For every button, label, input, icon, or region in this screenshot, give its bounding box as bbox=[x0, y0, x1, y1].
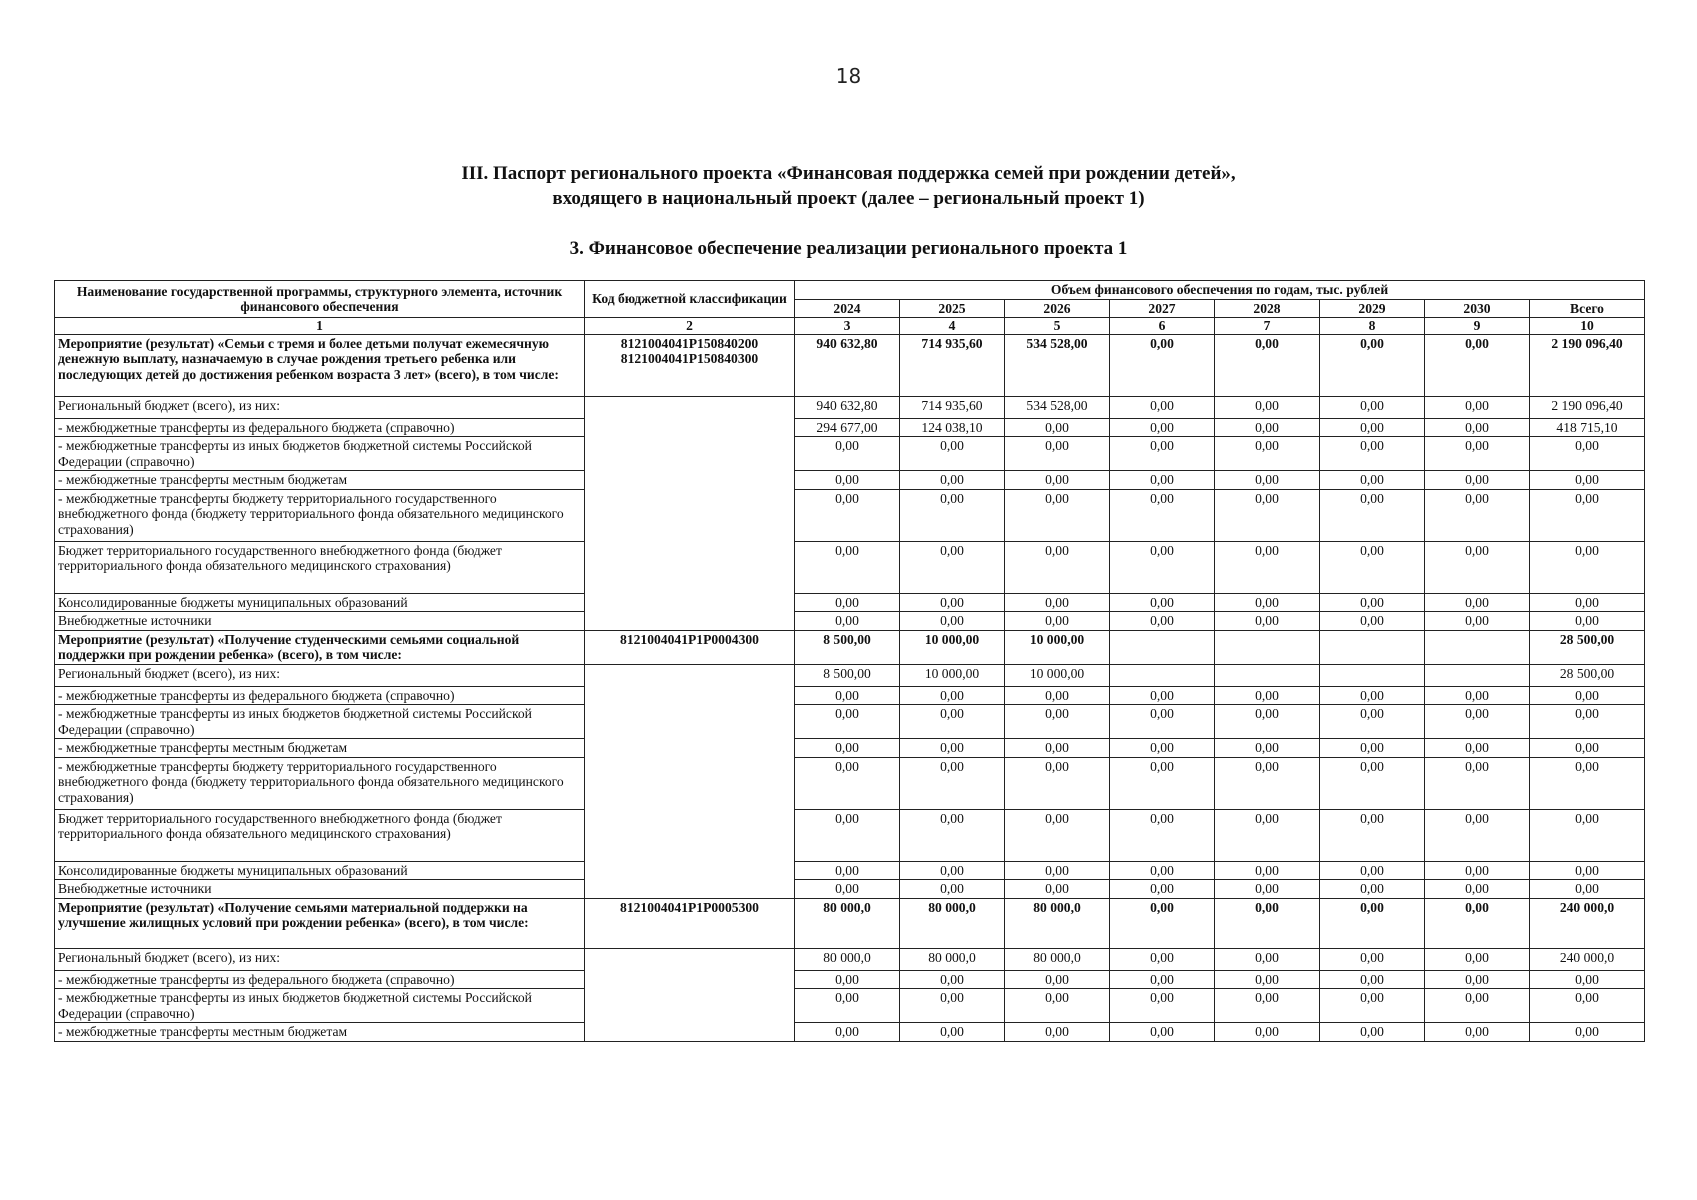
year-value-cell: 8 500,00 bbox=[795, 664, 900, 686]
year-value-cell: 294 677,00 bbox=[795, 418, 900, 437]
year-value-cell: 0,00 bbox=[795, 970, 900, 989]
section-subtitle: 3. Финансовое обеспечение реализации регионального проекта 1 bbox=[569, 238, 1128, 259]
year-header: 2030 bbox=[1425, 299, 1530, 318]
year-value-cell: 0,00 bbox=[1215, 334, 1320, 396]
year-header: 2025 bbox=[900, 299, 1005, 318]
year-value-cell: 0,00 bbox=[1215, 396, 1320, 418]
year-value-cell: 0,00 bbox=[900, 739, 1005, 758]
year-value-cell: 0,00 bbox=[1320, 948, 1425, 970]
year-value-cell: 0,00 bbox=[1320, 396, 1425, 418]
year-value-cell: 0,00 bbox=[1215, 418, 1320, 437]
year-value-cell: 0,00 bbox=[795, 989, 900, 1023]
table-row bbox=[55, 809, 1645, 861]
column-number: 9 bbox=[1425, 318, 1530, 335]
row-name-cell: - межбюджетные трансферты местным бюджетам bbox=[55, 1023, 585, 1042]
year-value-cell: 0,00 bbox=[1110, 757, 1215, 809]
year-value-cell: 0,00 bbox=[1005, 970, 1110, 989]
year-value-cell: 0,00 bbox=[1110, 593, 1215, 612]
year-value-cell: 0,00 bbox=[1320, 1023, 1425, 1042]
year-value-cell: 124 038,10 bbox=[900, 418, 1005, 437]
year-value-cell: 0,00 bbox=[900, 880, 1005, 899]
year-value-cell: 10 000,00 bbox=[1005, 630, 1110, 664]
year-value-cell: 0,00 bbox=[1425, 334, 1530, 396]
row-name-cell: Бюджет территориального государственного внебюджетного фонда (бюджет территориального фонда обязательного медицинского страхования) bbox=[55, 809, 585, 861]
table-row bbox=[55, 593, 1645, 612]
budget-code-cell-empty bbox=[585, 664, 795, 898]
row-name-cell: Мероприятие (результат) «Получение семьями материальной поддержки на улучшение жилищных условий при рождении ребенка» (всего), в том числе: bbox=[55, 898, 585, 948]
year-value-cell bbox=[1320, 630, 1425, 664]
year-value-cell: 0,00 bbox=[795, 593, 900, 612]
table-row bbox=[55, 757, 1645, 809]
year-value-cell: 80 000,0 bbox=[900, 948, 1005, 970]
budget-code-cell-empty bbox=[585, 948, 795, 1041]
measure-row bbox=[55, 898, 1645, 948]
year-header: 2028 bbox=[1215, 299, 1320, 318]
table-row bbox=[55, 989, 1645, 1023]
total-value-cell: 0,00 bbox=[1530, 970, 1645, 989]
total-value-cell: 0,00 bbox=[1530, 437, 1645, 471]
total-value-cell: 0,00 bbox=[1530, 861, 1645, 880]
year-value-cell: 80 000,0 bbox=[1005, 948, 1110, 970]
total-value-cell: 2 190 096,40 bbox=[1530, 334, 1645, 396]
table-row bbox=[55, 948, 1645, 970]
year-value-cell: 0,00 bbox=[1005, 739, 1110, 758]
year-value-cell: 0,00 bbox=[1425, 948, 1530, 970]
row-name-cell: Консолидированные бюджеты муниципальных образований bbox=[55, 593, 585, 612]
budget-code-cell-empty bbox=[585, 396, 795, 630]
year-value-cell: 0,00 bbox=[900, 989, 1005, 1023]
year-value-cell: 0,00 bbox=[1320, 970, 1425, 989]
column-number: 10 bbox=[1530, 318, 1645, 335]
year-value-cell: 0,00 bbox=[1215, 898, 1320, 948]
year-value-cell: 0,00 bbox=[1005, 471, 1110, 490]
year-value-cell: 0,00 bbox=[795, 861, 900, 880]
year-value-cell: 940 632,80 bbox=[795, 396, 900, 418]
year-value-cell: 0,00 bbox=[1110, 861, 1215, 880]
header-row-1 bbox=[55, 281, 1645, 300]
year-value-cell: 0,00 bbox=[1425, 880, 1530, 899]
table-row bbox=[55, 739, 1645, 758]
year-value-cell: 0,00 bbox=[1425, 541, 1530, 593]
year-value-cell: 0,00 bbox=[900, 541, 1005, 593]
year-value-cell: 0,00 bbox=[1425, 705, 1530, 739]
year-value-cell: 0,00 bbox=[1320, 880, 1425, 899]
year-value-cell: 0,00 bbox=[900, 1023, 1005, 1042]
total-value-cell: 0,00 bbox=[1530, 489, 1645, 541]
year-value-cell: 0,00 bbox=[1005, 418, 1110, 437]
header-name-cell: Наименование государственной программы, структурного элемента, источник финансового обеспечения bbox=[55, 281, 585, 318]
total-value-cell: 0,00 bbox=[1530, 739, 1645, 758]
total-value-cell: 240 000,0 bbox=[1530, 898, 1645, 948]
year-value-cell: 0,00 bbox=[1215, 948, 1320, 970]
year-value-cell: 0,00 bbox=[1320, 898, 1425, 948]
total-value-cell: 0,00 bbox=[1530, 809, 1645, 861]
year-value-cell: 0,00 bbox=[1005, 809, 1110, 861]
year-header: 2029 bbox=[1320, 299, 1425, 318]
year-value-cell bbox=[1110, 630, 1215, 664]
table-row bbox=[55, 970, 1645, 989]
year-value-cell: 534 528,00 bbox=[1005, 334, 1110, 396]
column-number: 4 bbox=[900, 318, 1005, 335]
year-value-cell: 0,00 bbox=[1110, 948, 1215, 970]
row-name-cell: Консолидированные бюджеты муниципальных образований bbox=[55, 861, 585, 880]
year-value-cell bbox=[1215, 630, 1320, 664]
row-name-cell: - межбюджетные трансферты местным бюджетам bbox=[55, 471, 585, 490]
year-value-cell: 0,00 bbox=[1110, 686, 1215, 705]
table-row bbox=[55, 418, 1645, 437]
total-header: Всего bbox=[1530, 299, 1645, 318]
table-row bbox=[55, 471, 1645, 490]
budget-code-cell: 8121004041P1P0005300 bbox=[585, 898, 795, 948]
year-value-cell: 0,00 bbox=[1425, 396, 1530, 418]
year-value-cell: 0,00 bbox=[1215, 705, 1320, 739]
year-value-cell: 0,00 bbox=[1320, 489, 1425, 541]
year-value-cell: 0,00 bbox=[1215, 471, 1320, 490]
total-value-cell: 0,00 bbox=[1530, 593, 1645, 612]
row-name-cell: - межбюджетные трансферты из иных бюджетов бюджетной системы Российской Федерации (справочно) bbox=[55, 989, 585, 1023]
column-number-row bbox=[55, 318, 1645, 335]
year-value-cell: 0,00 bbox=[1005, 437, 1110, 471]
year-value-cell: 0,00 bbox=[1425, 861, 1530, 880]
year-value-cell: 80 000,0 bbox=[900, 898, 1005, 948]
year-value-cell bbox=[1215, 664, 1320, 686]
year-value-cell: 0,00 bbox=[900, 809, 1005, 861]
year-value-cell: 0,00 bbox=[900, 861, 1005, 880]
year-value-cell: 0,00 bbox=[1215, 989, 1320, 1023]
year-value-cell: 0,00 bbox=[1425, 437, 1530, 471]
year-value-cell: 0,00 bbox=[1005, 1023, 1110, 1042]
year-value-cell bbox=[1320, 664, 1425, 686]
year-value-cell: 0,00 bbox=[1215, 489, 1320, 541]
year-value-cell: 0,00 bbox=[1215, 686, 1320, 705]
year-value-cell: 0,00 bbox=[1320, 757, 1425, 809]
year-value-cell: 0,00 bbox=[1110, 880, 1215, 899]
year-value-cell: 0,00 bbox=[1005, 861, 1110, 880]
year-value-cell: 0,00 bbox=[1005, 686, 1110, 705]
year-value-cell: 0,00 bbox=[1005, 489, 1110, 541]
year-value-cell: 0,00 bbox=[1110, 809, 1215, 861]
year-value-cell: 0,00 bbox=[795, 686, 900, 705]
row-name-cell: Внебюджетные источники bbox=[55, 880, 585, 899]
column-number: 7 bbox=[1215, 318, 1320, 335]
year-value-cell: 0,00 bbox=[795, 489, 900, 541]
year-value-cell: 0,00 bbox=[1005, 593, 1110, 612]
column-number: 3 bbox=[795, 318, 900, 335]
year-value-cell: 0,00 bbox=[1215, 612, 1320, 631]
row-name-cell: - межбюджетные трансферты бюджету территориального государственного внебюджетного фонда (бюджету территориального фонда обязательного медицинского страхования) bbox=[55, 757, 585, 809]
year-value-cell: 0,00 bbox=[1215, 593, 1320, 612]
year-value-cell: 0,00 bbox=[1110, 489, 1215, 541]
year-value-cell: 0,00 bbox=[1320, 541, 1425, 593]
year-value-cell: 0,00 bbox=[900, 489, 1005, 541]
financial-table bbox=[54, 280, 1645, 1042]
year-value-cell: 0,00 bbox=[1425, 593, 1530, 612]
year-value-cell: 0,00 bbox=[795, 739, 900, 758]
row-name-cell: Мероприятие (результат) «Семьи с тремя и более детьми получат ежемесячную денежную выплату, назначаемую в случае рождения третьего ребенка или последующих детей до достижения ребенком возраста 3 лет» (всего), в том числе: bbox=[55, 334, 585, 396]
year-value-cell: 0,00 bbox=[1320, 418, 1425, 437]
year-value-cell: 534 528,00 bbox=[1005, 396, 1110, 418]
total-value-cell: 0,00 bbox=[1530, 757, 1645, 809]
table-row bbox=[55, 880, 1645, 899]
year-value-cell: 0,00 bbox=[1110, 989, 1215, 1023]
row-name-cell: - межбюджетные трансферты бюджету территориального государственного внебюджетного фонда (бюджету территориального фонда обязательного медицинского страхования) bbox=[55, 489, 585, 541]
year-value-cell: 0,00 bbox=[1110, 396, 1215, 418]
year-value-cell: 940 632,80 bbox=[795, 334, 900, 396]
total-value-cell: 418 715,10 bbox=[1530, 418, 1645, 437]
year-value-cell: 714 935,60 bbox=[900, 334, 1005, 396]
year-value-cell: 0,00 bbox=[1110, 612, 1215, 631]
year-value-cell: 0,00 bbox=[1005, 757, 1110, 809]
year-value-cell: 0,00 bbox=[1110, 898, 1215, 948]
year-value-cell: 0,00 bbox=[1005, 705, 1110, 739]
year-value-cell: 0,00 bbox=[1110, 739, 1215, 758]
year-value-cell: 0,00 bbox=[1320, 334, 1425, 396]
table-row bbox=[55, 686, 1645, 705]
year-value-cell: 0,00 bbox=[900, 970, 1005, 989]
row-name-cell: Бюджет территориального государственного внебюджетного фонда (бюджет территориального фонда обязательного медицинского страхования) bbox=[55, 541, 585, 593]
year-value-cell: 0,00 bbox=[900, 686, 1005, 705]
table-body bbox=[55, 334, 1645, 1041]
year-value-cell: 0,00 bbox=[795, 705, 900, 739]
page-number: 18 bbox=[835, 64, 862, 88]
year-value-cell: 0,00 bbox=[1425, 809, 1530, 861]
year-value-cell: 0,00 bbox=[1425, 612, 1530, 631]
year-value-cell: 0,00 bbox=[1110, 970, 1215, 989]
year-value-cell: 0,00 bbox=[1215, 541, 1320, 593]
column-number: 6 bbox=[1110, 318, 1215, 335]
measure-row bbox=[55, 334, 1645, 396]
year-value-cell: 0,00 bbox=[795, 541, 900, 593]
year-header: 2027 bbox=[1110, 299, 1215, 318]
year-value-cell: 0,00 bbox=[1215, 970, 1320, 989]
year-header: 2024 bbox=[795, 299, 900, 318]
year-value-cell: 0,00 bbox=[1425, 739, 1530, 758]
total-value-cell: 28 500,00 bbox=[1530, 664, 1645, 686]
year-value-cell: 0,00 bbox=[1005, 880, 1110, 899]
row-name-cell: Региональный бюджет (всего), из них: bbox=[55, 396, 585, 418]
table-row bbox=[55, 1023, 1645, 1042]
year-value-cell: 0,00 bbox=[1215, 757, 1320, 809]
year-value-cell: 80 000,0 bbox=[1005, 898, 1110, 948]
total-value-cell: 240 000,0 bbox=[1530, 948, 1645, 970]
column-number: 2 bbox=[585, 318, 795, 335]
column-number: 8 bbox=[1320, 318, 1425, 335]
year-value-cell: 0,00 bbox=[1320, 593, 1425, 612]
year-value-cell: 0,00 bbox=[795, 612, 900, 631]
header-code-cell: Код бюджетной классификации bbox=[585, 281, 795, 318]
total-value-cell: 28 500,00 bbox=[1530, 630, 1645, 664]
year-value-cell: 0,00 bbox=[1110, 541, 1215, 593]
year-value-cell bbox=[1425, 664, 1530, 686]
year-value-cell: 0,00 bbox=[1110, 334, 1215, 396]
table-row bbox=[55, 396, 1645, 418]
year-value-cell: 0,00 bbox=[1425, 970, 1530, 989]
year-value-cell: 714 935,60 bbox=[900, 396, 1005, 418]
table-row bbox=[55, 612, 1645, 631]
year-value-cell: 0,00 bbox=[1320, 809, 1425, 861]
row-name-cell: - межбюджетные трансферты из федерального бюджета (справочно) bbox=[55, 418, 585, 437]
column-number: 5 bbox=[1005, 318, 1110, 335]
row-name-cell: - межбюджетные трансферты местным бюджетам bbox=[55, 739, 585, 758]
document-title-line-2: входящего в национальный проект (далее – региональный проект 1) bbox=[552, 188, 1145, 209]
row-name-cell: - межбюджетные трансферты из федерального бюджета (справочно) bbox=[55, 686, 585, 705]
year-value-cell: 10 000,00 bbox=[900, 664, 1005, 686]
year-value-cell: 0,00 bbox=[1425, 757, 1530, 809]
column-number: 1 bbox=[55, 318, 585, 335]
row-name-cell: - межбюджетные трансферты из иных бюджетов бюджетной системы Российской Федерации (справочно) bbox=[55, 705, 585, 739]
table-row bbox=[55, 861, 1645, 880]
year-value-cell bbox=[1110, 664, 1215, 686]
year-value-cell: 0,00 bbox=[795, 1023, 900, 1042]
year-value-cell: 0,00 bbox=[1215, 437, 1320, 471]
total-value-cell: 0,00 bbox=[1530, 1023, 1645, 1042]
table-row bbox=[55, 705, 1645, 739]
year-value-cell: 0,00 bbox=[1425, 686, 1530, 705]
measure-row bbox=[55, 630, 1645, 664]
year-value-cell: 0,00 bbox=[1320, 437, 1425, 471]
year-value-cell: 0,00 bbox=[1425, 898, 1530, 948]
year-value-cell: 0,00 bbox=[795, 809, 900, 861]
budget-code-cell: 8121004041P150840200 8121004041P150840300 bbox=[585, 334, 795, 396]
total-value-cell: 0,00 bbox=[1530, 612, 1645, 631]
year-value-cell: 0,00 bbox=[900, 705, 1005, 739]
year-header: 2026 bbox=[1005, 299, 1110, 318]
budget-code-cell: 8121004041P1P0004300 bbox=[585, 630, 795, 664]
year-value-cell bbox=[1425, 630, 1530, 664]
year-value-cell: 0,00 bbox=[1215, 809, 1320, 861]
year-value-cell: 0,00 bbox=[1110, 1023, 1215, 1042]
row-name-cell: - межбюджетные трансферты из федерального бюджета (справочно) bbox=[55, 970, 585, 989]
year-value-cell: 0,00 bbox=[1215, 861, 1320, 880]
year-value-cell: 8 500,00 bbox=[795, 630, 900, 664]
year-value-cell: 0,00 bbox=[1320, 989, 1425, 1023]
total-value-cell: 0,00 bbox=[1530, 989, 1645, 1023]
year-value-cell: 0,00 bbox=[900, 437, 1005, 471]
year-value-cell: 0,00 bbox=[795, 880, 900, 899]
year-value-cell: 10 000,00 bbox=[1005, 664, 1110, 686]
year-value-cell: 0,00 bbox=[1215, 739, 1320, 758]
document-title-line-1: III. Паспорт регионального проекта «Финансовая поддержка семей при рождении детей», bbox=[461, 163, 1236, 184]
year-value-cell: 0,00 bbox=[1110, 705, 1215, 739]
year-value-cell: 0,00 bbox=[1425, 471, 1530, 490]
year-value-cell: 0,00 bbox=[900, 612, 1005, 631]
row-name-cell: - межбюджетные трансферты из иных бюджетов бюджетной системы Российской Федерации (справочно) bbox=[55, 437, 585, 471]
year-value-cell: 0,00 bbox=[1005, 541, 1110, 593]
table-row bbox=[55, 541, 1645, 593]
year-value-cell: 0,00 bbox=[795, 471, 900, 490]
total-value-cell: 0,00 bbox=[1530, 471, 1645, 490]
year-value-cell: 10 000,00 bbox=[900, 630, 1005, 664]
total-value-cell: 0,00 bbox=[1530, 880, 1645, 899]
table-row bbox=[55, 437, 1645, 471]
year-value-cell: 0,00 bbox=[1425, 418, 1530, 437]
year-value-cell: 0,00 bbox=[795, 437, 900, 471]
year-value-cell: 80 000,0 bbox=[795, 898, 900, 948]
row-name-cell: Региональный бюджет (всего), из них: bbox=[55, 664, 585, 686]
year-value-cell: 0,00 bbox=[1320, 705, 1425, 739]
header-volume-cell: Объем финансового обеспечения по годам, тыс. рублей bbox=[795, 281, 1645, 300]
year-value-cell: 0,00 bbox=[1320, 739, 1425, 758]
year-value-cell: 0,00 bbox=[1110, 471, 1215, 490]
year-value-cell: 0,00 bbox=[1425, 1023, 1530, 1042]
year-value-cell: 0,00 bbox=[900, 593, 1005, 612]
year-value-cell: 0,00 bbox=[1110, 437, 1215, 471]
year-value-cell: 0,00 bbox=[1425, 489, 1530, 541]
year-value-cell: 0,00 bbox=[1320, 471, 1425, 490]
year-value-cell: 0,00 bbox=[795, 757, 900, 809]
year-value-cell: 0,00 bbox=[1005, 989, 1110, 1023]
year-value-cell: 0,00 bbox=[1005, 612, 1110, 631]
year-value-cell: 0,00 bbox=[1110, 418, 1215, 437]
year-value-cell: 80 000,0 bbox=[795, 948, 900, 970]
row-name-cell: Региональный бюджет (всего), из них: bbox=[55, 948, 585, 970]
year-value-cell: 0,00 bbox=[1215, 1023, 1320, 1042]
year-value-cell: 0,00 bbox=[900, 757, 1005, 809]
total-value-cell: 0,00 bbox=[1530, 686, 1645, 705]
row-name-cell: Внебюджетные источники bbox=[55, 612, 585, 631]
table-row bbox=[55, 489, 1645, 541]
year-value-cell: 0,00 bbox=[900, 471, 1005, 490]
year-value-cell: 0,00 bbox=[1320, 612, 1425, 631]
total-value-cell: 0,00 bbox=[1530, 705, 1645, 739]
year-value-cell: 0,00 bbox=[1215, 880, 1320, 899]
year-value-cell: 0,00 bbox=[1320, 686, 1425, 705]
year-value-cell: 0,00 bbox=[1320, 861, 1425, 880]
total-value-cell: 2 190 096,40 bbox=[1530, 396, 1645, 418]
year-value-cell: 0,00 bbox=[1425, 989, 1530, 1023]
row-name-cell: Мероприятие (результат) «Получение студенческими семьями социальной поддержки при рождении ребенка» (всего), в том числе: bbox=[55, 630, 585, 664]
total-value-cell: 0,00 bbox=[1530, 541, 1645, 593]
table-row bbox=[55, 664, 1645, 686]
